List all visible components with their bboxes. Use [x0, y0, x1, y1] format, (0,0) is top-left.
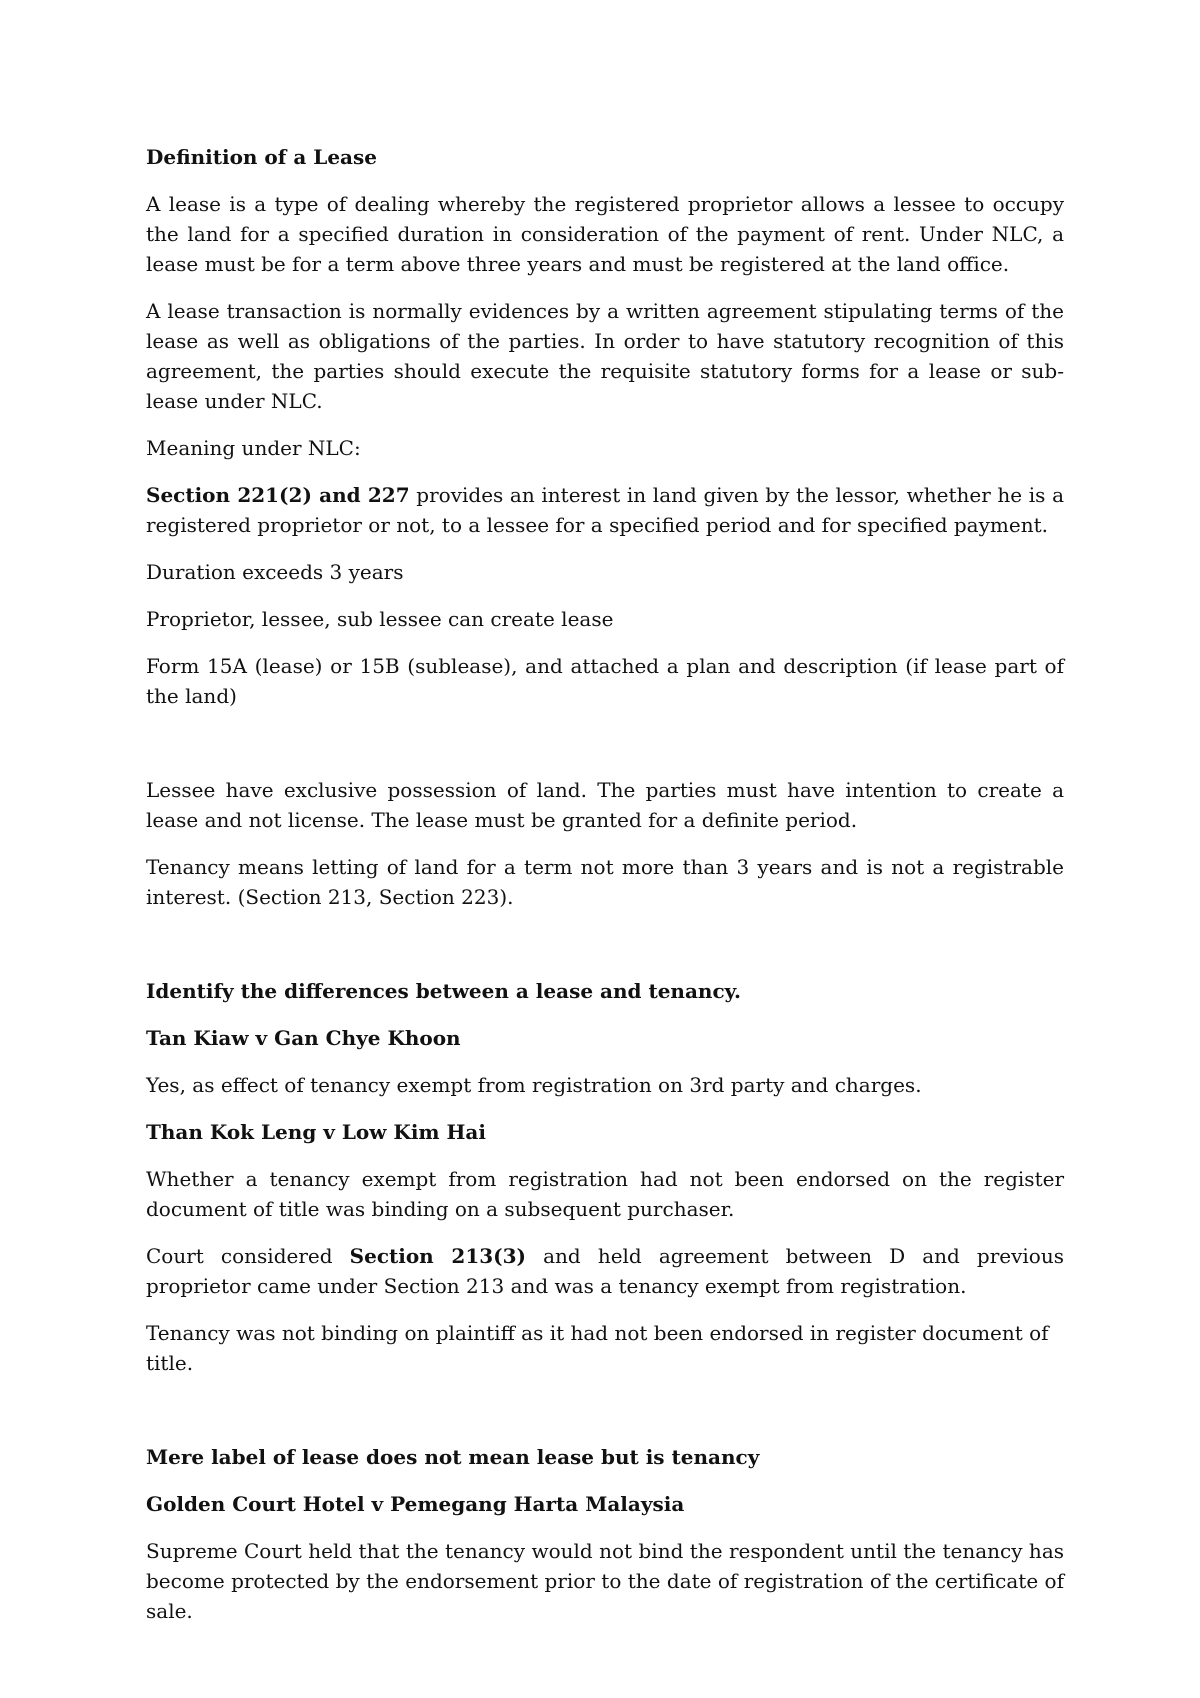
paragraph-exclusive-possession: Lessee have exclusive possession of land. The parties must have intention to create a lease and not license. The lease must be granted for a definite period. [146, 778, 1064, 832]
court-held-text: and held agreement between D and previous proprietor came under Section 213 and was a tenancy exempt from registration. [146, 1244, 1064, 1298]
document-page [146, 142, 1064, 1643]
court-considered-text: Court considered [146, 1244, 350, 1268]
paragraph-meaning-nlc: Meaning under NLC: [146, 436, 361, 460]
case-title-tan-kiaw: Tan Kiaw v Gan Chye Khoon [146, 1026, 461, 1050]
paragraph-lease-definition: A lease is a type of dealing whereby the registered proprietor allows a lessee to occupy the land for a specified duration in consideration of the payment of rent. Under NLC, a lease must be for a term above three years and must be registered at the land office. [146, 192, 1064, 276]
paragraph-section-221 [146, 480, 1064, 540]
section-221-ref: Section 221(2) and 227 [146, 483, 410, 507]
case-title-golden-court: Golden Court Hotel v Pemegang Harta Malaysia [146, 1492, 685, 1516]
paragraph-tenancy-meaning: Tenancy means letting of land for a term not more than 3 years and is not a registrable interest. (Section 213, Section 223). [146, 855, 1064, 909]
heading-definition: Definition of a Lease [146, 145, 377, 169]
paragraph-lease-transaction: A lease transaction is normally evidences by a written agreement stipulating terms of the lease as well as obligations of the parties. In order to have statutory recognition of this agreement, the parties should execute the requisite statutory forms for a lease or sub-lease under NLC. [146, 299, 1064, 413]
blank-line [146, 728, 1064, 775]
paragraph-creators: Proprietor, lessee, sub lessee can create lease [146, 607, 614, 631]
paragraph-than-kok-leng-result: Tenancy was not binding on plaintiff as it had not been endorsed in register document of title. [146, 1321, 1049, 1375]
blank-line [146, 1395, 1064, 1442]
heading-mere-label: Mere label of lease does not mean lease but is tenancy [146, 1445, 760, 1469]
heading-differences: Identify the differences between a lease and tenancy. [146, 979, 741, 1003]
blank-line [146, 929, 1064, 976]
paragraph-golden-court: Supreme Court held that the tenancy would not bind the respondent until the tenancy has become protected by the endorsement prior to the date of registration of the certificate of sale. [146, 1539, 1064, 1623]
case-title-than-kok-leng: Than Kok Leng v Low Kim Hai [146, 1120, 486, 1144]
paragraph-than-kok-leng-issue: Whether a tenancy exempt from registration had not been endorsed on the register document of title was binding on a subsequent purchaser. [146, 1167, 1064, 1221]
section-213-ref: Section 213(3) [349, 1244, 527, 1268]
paragraph-tan-kiaw: Yes, as effect of tenancy exempt from registration on 3rd party and charges. [146, 1073, 922, 1097]
section-221-text: provides an interest in land given by the lessor, whether he is a registered proprietor or not, to a lessee for a specified period and for specified payment. [146, 483, 1064, 537]
paragraph-duration: Duration exceeds 3 years [146, 560, 404, 584]
paragraph-than-kok-leng-court [146, 1241, 1064, 1301]
paragraph-forms: Form 15A (lease) or 15B (sublease), and attached a plan and description (if lease part of the land) [146, 654, 1064, 708]
